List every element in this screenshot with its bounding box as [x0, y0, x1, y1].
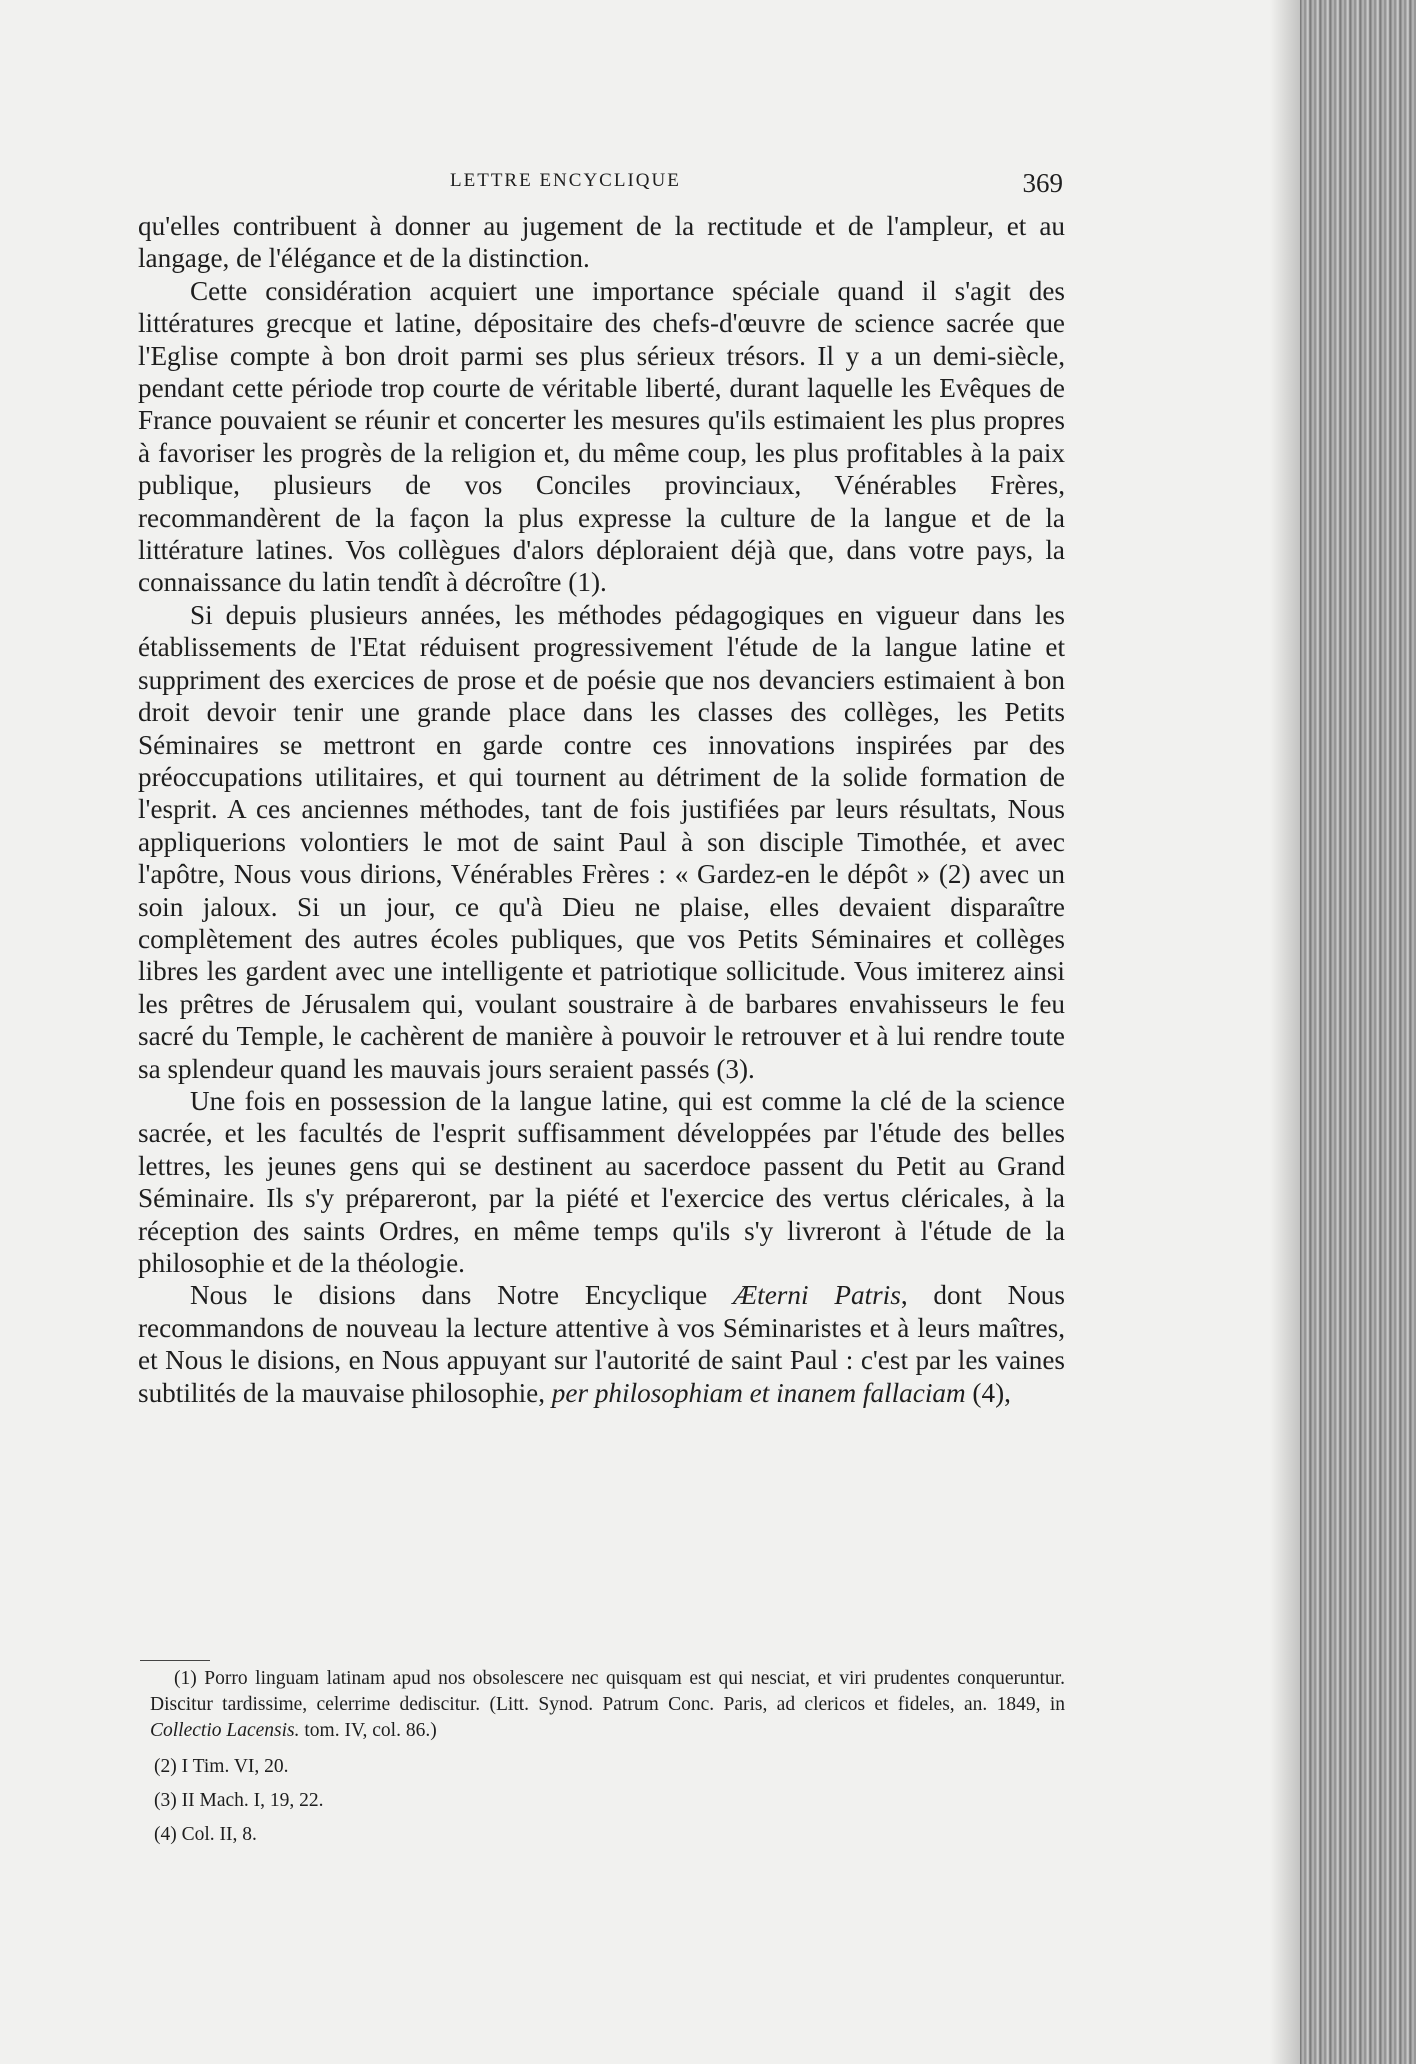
footnotes: [150, 1666, 1065, 1856]
page-number: 369: [1022, 168, 1063, 198]
paragraph-continuation: qu'elles contribuent à donner au jugement de la rectitude et de l'ampleur, et au langage, de l'élégance et de la distinction.: [138, 211, 1065, 274]
paragraph: Une fois en possession de la langue latine, qui est comme la clé de la science sacrée, et les facultés de l'esprit suffisamment développées par l'étude des belles lettres, les jeunes gens qui se destinent au sacerdoce passent du Petit au Grand Séminaire. Ils s'y prépareront, par la piété et l'exercice des vertus cléricales, à la réception des saints Ordres, en même temps qu'ils s'y livreront à l'étude de la philosophie et de la théologie.: [138, 1085, 1065, 1278]
footnote-source: Collectio Lacensis.: [150, 1720, 300, 1741]
text-run: Nous le disions dans Notre Encyclique: [190, 1280, 733, 1311]
paragraph-last: [138, 1279, 1065, 1409]
footnote-4: (4) Col. II, 8.: [154, 1824, 257, 1845]
running-title: LETTRE ENCYCLIQUE: [450, 170, 681, 191]
paragraph: Si depuis plusieurs années, les méthodes pédagogiques en vigueur dans les établissements de l'Etat réduisent progressivement l'étude de la langue latine et suppriment des exercices de prose et de poésie que nos devanciers estimaient à bon droit devoir tenir une grande place dans les classes des collèges, les Petits Séminaires se mettront en garde contre ces innovations inspirées par des préoccupations utilitaires, et qui tournent au détriment de la solide formation de l'esprit. A ces anciennes méthodes, tant de fois justifiées par leurs résultats, Nous appliquerions volontiers le mot de saint Paul à son disciple Timothée, et avec l'apôtre, Nous vous dirions, Vénérables Frères : « Gardez-en le dépôt » (2) avec un soin jaloux. Si un jour, ce qu'à Dieu ne plaise, elles devaient disparaître complètement des autres écoles publiques, que vos Petits Séminaires et collèges libres les gardent avec une intelligente et patriotique sollicitude. Vous imiterez ainsi les prêtres de Jérusalem qui, voulant soustraire à de barbares envahisseurs le feu sacré du Temple, le cachèrent de manière à pouvoir le retrouver et à lui rendre toute sa splendeur quand les mauvais jours seraient passés (3).: [138, 599, 1065, 1084]
footnote-text: tom. IV, col. 86.): [299, 1720, 437, 1741]
paragraph: Cette considération acquiert une importance spéciale quand il s'agit des littératures grecque et latine, dépositaire des chefs-d'œuvre de science sacrée que l'Eglise compte à bon droit parmi ses plus sérieux trésors. Il y a un demi-siècle, pendant cette période trop courte de véritable liberté, durant laquelle les Evêques de France pouvaient se réunir et concerter les mesures qu'ils estimaient les plus propres à favoriser les progrès de la religion et, du même coup, les plus profitables à la paix publique, plusieurs de vos Conciles provinciaux, Vénérables Frères, recommandèrent de la façon la plus expresse la culture de la langue et de la littérature latines. Vos collègues d'alors déploraient déjà que, dans votre pays, la connaissance du latin tendît à décroître (1).: [138, 275, 1065, 598]
latin-quotation: per philosophiam et inanem fallaciam: [551, 1377, 966, 1408]
book-page-edges: [1300, 0, 1416, 2064]
running-head: [140, 168, 1063, 204]
footnote-1: [150, 1666, 1065, 1744]
body-text: [138, 210, 1065, 1409]
footnote-text: (1) Porro linguam latinam apud nos obsolescere nec quisquam est qui nesciat, et viri prudentes conqueruntur. Discitur tardissime, celerrime dediscitur. (Litt. Synod. Patrum Conc. Paris, ad clericos et fideles, an. 1849, in: [150, 1668, 1065, 1715]
text-run: , dont Nous recommandons de nouveau la lecture attentive à vos Séminaristes et à leurs maîtres, et Nous le disions, en Nous appuyant sur l'autorité de saint Paul : c'est par les vaines subtilités de la mauvaise philosophie,: [138, 1280, 1065, 1408]
footnote-rule: [140, 1660, 210, 1661]
footnote-3: (3) II Mach. I, 19, 22.: [154, 1790, 324, 1811]
encyclical-title: Æterni Patris: [733, 1280, 901, 1311]
text-run: (4),: [965, 1377, 1011, 1408]
footnote-2: (2) I Tim. VI, 20.: [154, 1756, 289, 1777]
